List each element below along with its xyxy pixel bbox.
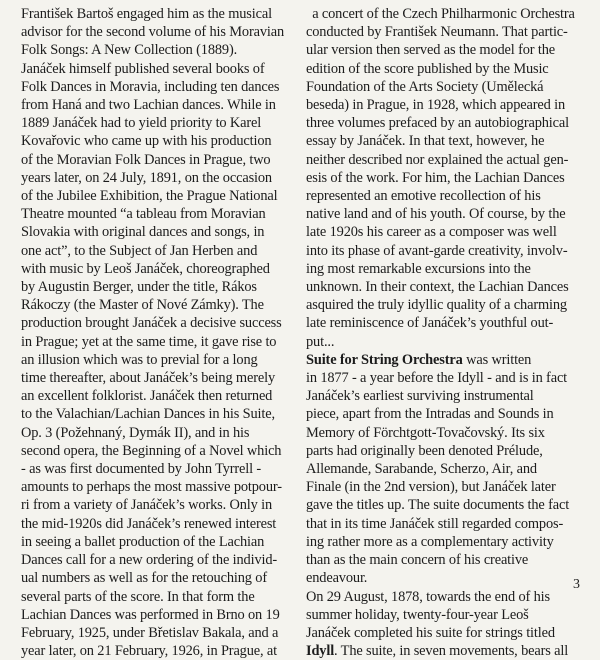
right-column-line: a concert of the Czech Philharmonic Orchestra xyxy=(312,6,575,22)
right-column-line: Memory of Förchtgott-Tovačovský. Its six xyxy=(306,424,545,441)
right-column-line: Allemande, Sarabande, Scherzo, Air, and xyxy=(306,461,537,478)
suite-heading: Suite for String Orchestra xyxy=(306,351,463,368)
left-column-line: amounts to perhaps the most massive potpour- xyxy=(21,479,282,496)
right-column-line: Janáček completed his suite for strings titled xyxy=(306,624,555,641)
left-column-line: - as was first documented by John Tyrrell - xyxy=(21,461,262,478)
right-column-line: native land and of his youth. Of course, by the xyxy=(306,206,566,223)
right-column-line: conducted by František Neumann. That partic- xyxy=(306,24,568,41)
left-column-line: February, 1925, under Břetislav Bakala, and a xyxy=(21,624,279,641)
right-column-line: three volumes prefaced by an autobiographical xyxy=(306,115,569,132)
right-column-line: that in its time Janáček still regarded compos- xyxy=(306,515,564,532)
right-column-line: Finale (in the 2nd version), but Janáček later xyxy=(306,479,556,496)
right-column-line: parts had originally been denoted Prélude, xyxy=(306,442,543,459)
left-column-line: an illusion which was to previal for a long xyxy=(21,351,258,368)
right-column-line: than as the main concern of his creative xyxy=(306,552,529,569)
right-column-line: gave the titles up. The suite documents the fact xyxy=(306,497,570,514)
right-column-line: asquired the truly idyllic quality of a charming xyxy=(306,297,567,314)
right-column-line: essay by Janáček. In that text, however, he xyxy=(306,133,545,150)
left-column-line: from Haná and two Lachian dances. While in xyxy=(21,97,276,114)
right-column-line: edition of the score published by the Music xyxy=(306,60,549,77)
right-column-line: Janáček’s earliest surviving instrumental xyxy=(306,388,534,405)
page-number: 3 xyxy=(573,577,580,592)
right-column-line: put... xyxy=(306,333,335,350)
idyll-line xyxy=(306,642,581,660)
left-column-line: in Prague; yet at the same time, it gave rise to xyxy=(21,333,277,350)
right-column-line: beseda) in Prague, in 1928, which appeared in xyxy=(306,97,565,114)
right-column-line: ular version then served as the model for the xyxy=(306,42,556,59)
left-column-line: František Bartoš engaged him as the musical xyxy=(21,6,272,22)
idyll-title: Idyll xyxy=(306,643,335,660)
right-column-line: endeavour. xyxy=(306,570,368,587)
left-column-line: of the Jubilee Exhibition, the Prague National xyxy=(21,188,278,205)
right-column-line: in 1877 - a year before the Idyll - and is in fact xyxy=(306,370,568,387)
right-column-line: neither described nor explained the actual gen- xyxy=(306,151,569,168)
left-column-line: one act”, to the Subject of Jan Herben and xyxy=(21,242,258,259)
left-column-line: of the Moravian Folk Dances in Prague, two xyxy=(21,151,271,168)
right-column-line: summer holiday, twenty-four-year Leoš xyxy=(306,606,529,623)
left-column-line: time thereafter, about Janáček’s being merely xyxy=(21,370,275,387)
left-column-line: Kovařovic who came up with his production xyxy=(21,133,272,150)
left-column-line: Theatre mounted “a tableau from Moravian xyxy=(21,206,266,223)
right-column-line: esis of the work. For him, the Lachian Dances xyxy=(306,169,565,186)
left-column-line: Dances call for a new ordering of the individ- xyxy=(21,552,278,569)
left-column-line: with music by Leoš Janáček, choreographed xyxy=(21,260,270,277)
right-column-line: ing rather more as a complementary activity xyxy=(306,533,554,550)
left-column-line: Folk Dances in Moravia, including ten dances xyxy=(21,78,280,95)
left-column-line: Slovakia with original dances and songs, in xyxy=(21,224,265,241)
suite-first-line-rest: was written xyxy=(462,351,532,368)
right-text-column xyxy=(306,5,581,660)
left-column-line: advisor for the second volume of his Moravian xyxy=(21,24,285,41)
right-column-line: ing most remarkable excursions into the xyxy=(306,260,531,277)
left-text-column xyxy=(21,5,296,660)
right-column-line: Foundation of the Arts Society (Umělecká xyxy=(306,78,544,95)
right-column-line: piece, apart from the Intradas and Sounds in xyxy=(306,406,554,423)
left-column-line: Folk Songs: A New Collection (1889). xyxy=(21,42,238,59)
left-column-line: to the Valachian/Lachian Dances in his Suite, xyxy=(21,406,275,423)
left-column-line: 1889 Janáček had to yield priority to Karel xyxy=(21,115,262,132)
suite-paragraph-first-line xyxy=(306,351,581,369)
idyll-line-rest: . The suite, in seven movements, bears all xyxy=(334,643,569,660)
left-column-line: years later, on 24 July, 1891, on the occasion xyxy=(21,169,272,186)
right-column-line: late 1920s his career as a composer was well xyxy=(306,224,557,241)
left-column-line: in seeing a ballet production of the Lachian xyxy=(21,533,265,550)
left-column-line: ual numbers as well as for the retouching of xyxy=(21,570,267,587)
left-column-line: by Augustin Berger, under the title, Rákos xyxy=(21,279,257,296)
left-column-line: ri from a variety of Janáček’s works. Only in xyxy=(21,497,273,514)
right-column-line: On 29 August, 1878, towards the end of his xyxy=(306,588,550,605)
left-column-line: several parts of the score. In that form the xyxy=(21,588,255,605)
right-column-line: into its phase of avant-garde creativity, involv- xyxy=(306,242,568,259)
left-column-line: Op. 3 (Požehnaný, Dymák II), and in his xyxy=(21,424,250,441)
left-column-line: year later, on 21 February, 1926, in Prague, at xyxy=(21,643,277,660)
left-column-line: second opera, the Beginning of a Novel which xyxy=(21,442,282,459)
left-column-line: an excellent folklorist. Janáček then returned xyxy=(21,388,273,405)
left-column-line: the mid-1920s did Janáček’s renewed interest xyxy=(21,515,277,532)
right-column-line: unknown. In their context, the Lachian Dances xyxy=(306,279,569,296)
right-column-line: late reminiscence of Janáček’s youthful out- xyxy=(306,315,554,332)
left-column-line: Rákoczy (the Master of Nové Zámky). The xyxy=(21,297,264,314)
right-paragraph-lachian xyxy=(306,5,581,351)
left-column-line: Janáček himself published several books of xyxy=(21,60,265,77)
right-paragraph-suite xyxy=(306,369,581,642)
left-column-line: production brought Janáček a decisive success xyxy=(21,315,282,332)
left-column-line: Lachian Dances was performed in Brno on 19 xyxy=(21,606,280,623)
right-column-line: represented an emotive recollection of his xyxy=(306,188,541,205)
